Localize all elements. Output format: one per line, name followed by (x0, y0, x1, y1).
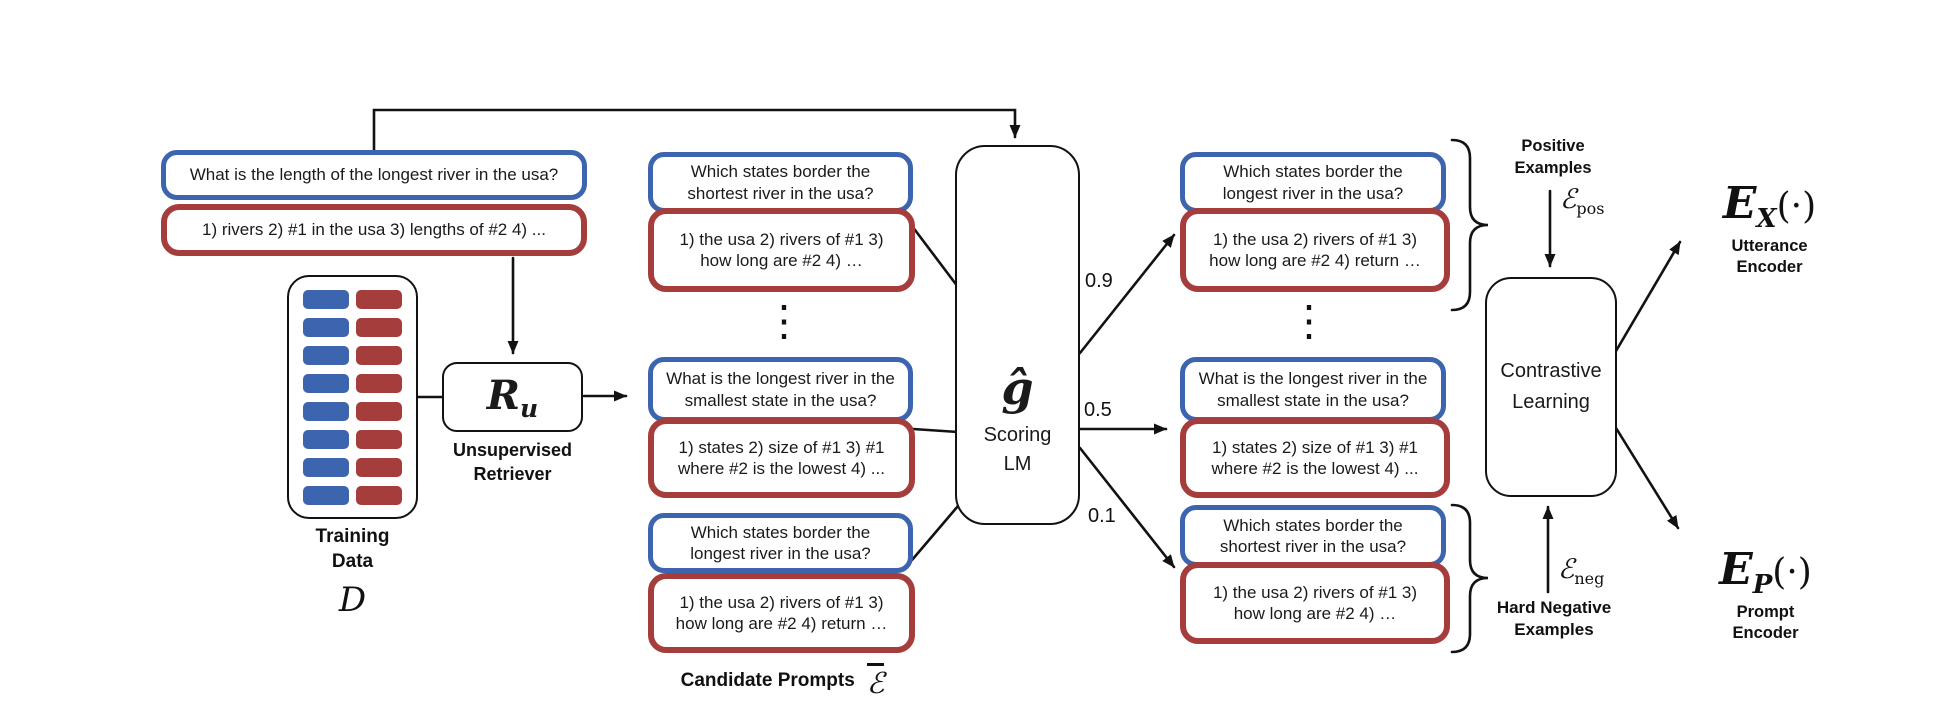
candidate-3-utterance-box: Which states border the longest river in the usa? (648, 513, 913, 573)
training-data-label: Training Data D (287, 524, 418, 623)
negative-example-utterance-box: Which states border the shortest river in the usa? (1180, 505, 1446, 567)
query-utterance-text: What is the length of the longest river in the usa? (189, 165, 559, 185)
positive-brace (1452, 140, 1488, 310)
contrastive-to-utterance-encoder-arrow (1616, 242, 1680, 351)
score-value-01: 0.1 (1088, 505, 1116, 527)
training-utterance-pill (303, 374, 349, 393)
training-utterance-pill (303, 430, 349, 449)
scored-examples-ellipsis: ⋮ (1288, 296, 1330, 345)
training-program-pill (356, 458, 402, 477)
training-program-pill (356, 486, 402, 505)
query-program-box (161, 204, 587, 256)
positive-example-program-box: 1) the usa 2) rivers of #1 3) how long are #2 4) return … (1180, 208, 1450, 292)
candidate1-to-scoring-line (912, 226, 958, 287)
prompt-encoder (1688, 544, 1843, 645)
mid-example-utterance-box: What is the longest river in the smallest state in the usa? (1180, 357, 1446, 422)
positive-examples-label: Positive Examples (1514, 137, 1592, 177)
utterance-to-scoring-line (374, 110, 1015, 150)
candidate3-to-scoring-line (912, 506, 958, 560)
scoring-lm-symbol: ĝ (1001, 361, 1034, 415)
positive-set-symbol: ℰpos (1560, 184, 1605, 218)
training-program-pill (356, 290, 402, 309)
utterance-encoder-label: Utterance Encoder (1731, 237, 1808, 277)
candidate-1-program-box: 1) the usa 2) rivers of #1 3) how long are #2 4) … (648, 208, 915, 292)
query-utterance-box (161, 150, 587, 200)
training-utterance-pill (303, 290, 349, 309)
retriever-label: Unsupervised Retriever (452, 440, 573, 484)
negative-set-symbol: ℰneg (1558, 554, 1605, 588)
positive-example-utterance-box: Which states border the longest river in the usa? (1180, 152, 1446, 213)
candidates-symbol: ℰ (867, 663, 885, 698)
contrastive-learning-box (1485, 277, 1617, 497)
training-utterance-pill (303, 458, 349, 477)
candidate-3-program-box: 1) the usa 2) rivers of #1 3) how long are #2 4) return … (648, 573, 915, 653)
utterance-encoder (1692, 178, 1847, 279)
candidate-2-utterance-box: What is the longest river in the smallest state in the usa? (648, 357, 913, 422)
candidate-1-utterance-box: Which states border the shortest river in the usa? (648, 152, 913, 213)
retriever-box (442, 362, 583, 432)
contrastive-learning-label: Contrastive Learning (1500, 360, 1602, 413)
contrastive-to-prompt-encoder-arrow (1616, 428, 1678, 528)
candidates-label: Candidate Prompts ℰ (640, 663, 925, 698)
training-utterance-pill (303, 346, 349, 365)
candidates-ellipsis: ⋮ (763, 296, 805, 345)
training-program-pill (356, 402, 402, 421)
mid-example-program-box: 1) states 2) size of #1 3) #1 where #2 is the lowest 4) ... (1180, 418, 1450, 498)
negative-brace (1452, 505, 1488, 652)
score-value-05: 0.5 (1084, 399, 1112, 421)
negative-example-program-box: 1) the usa 2) rivers of #1 3) how long are #2 4) … (1180, 562, 1450, 644)
training-data-symbol: D (338, 580, 367, 621)
training-utterance-pill (303, 318, 349, 337)
query-program-text: 1) rivers 2) #1 in the usa 3) lengths of #2 4) ... (202, 220, 546, 240)
scoring-lm-label: Scoring LM (983, 424, 1052, 475)
training-utterance-pill (303, 486, 349, 505)
training-grid (303, 290, 402, 505)
hard-negative-examples-label: Hard Negative Examples (1496, 598, 1612, 640)
training-program-pill (356, 318, 402, 337)
training-program-pill (356, 430, 402, 449)
training-program-pill (356, 374, 402, 393)
prompt-encoder-label: Prompt Encoder (1732, 603, 1799, 643)
scoring-lm-box (955, 145, 1080, 525)
score-09-arrow (1080, 235, 1174, 353)
training-utterance-pill (303, 402, 349, 421)
utterance-encoder-symbol: EX(·) (1722, 178, 1817, 234)
training-program-pill (356, 346, 402, 365)
candidate2-to-scoring-line (913, 429, 958, 432)
prompt-encoder-symbol: EP(·) (1719, 544, 1812, 600)
training-data-box (287, 275, 418, 519)
candidate-2-program-box: 1) states 2) size of #1 3) #1 where #2 is the lowest 4) ... (648, 418, 915, 498)
score-value-09: 0.9 (1085, 270, 1113, 292)
retriever-symbol: Ru (486, 371, 539, 423)
